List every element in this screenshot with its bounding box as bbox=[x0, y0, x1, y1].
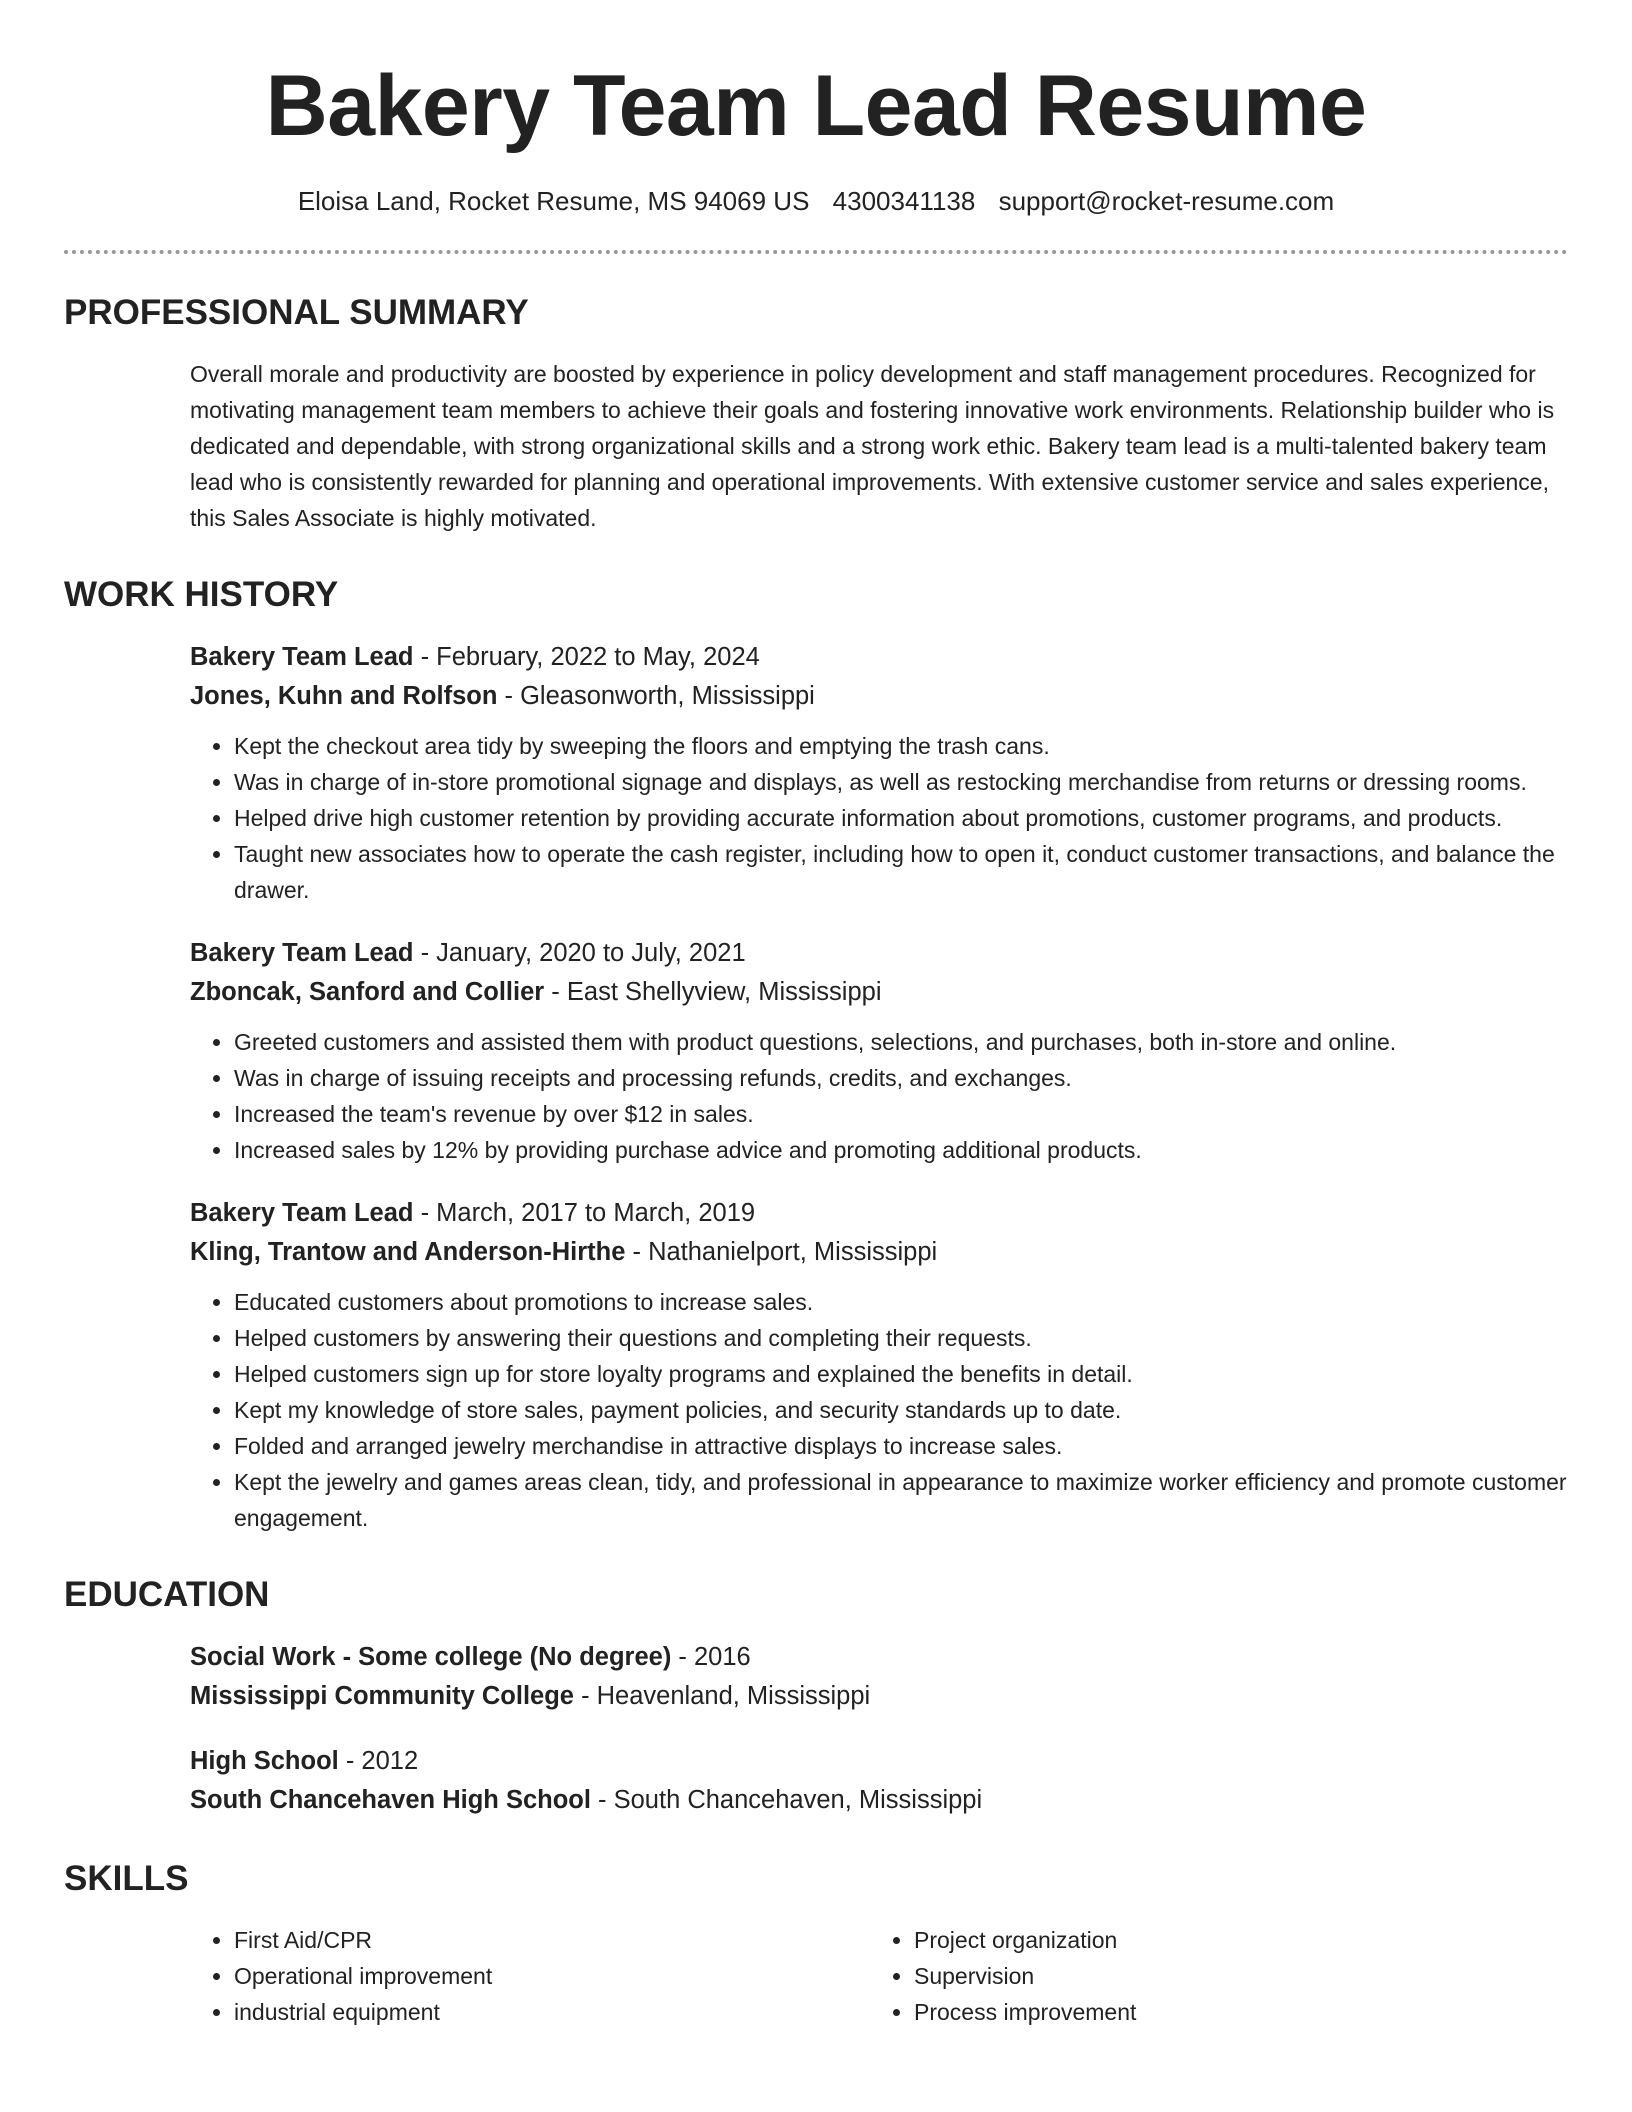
list-item: • Kept my knowledge of store sales, payment policies, and security standards up to date. bbox=[234, 1392, 1568, 1428]
list-item: • Taught new associates how to operate the cash register, including how to open it, conduct customer transactions, and balance the drawer. bbox=[234, 836, 1568, 908]
skills-section bbox=[64, 1922, 1568, 2030]
job-location: - East Shellyview, Mississippi bbox=[544, 978, 882, 1006]
job-company-line bbox=[190, 973, 1568, 1012]
job-company: Jones, Kuhn and Rolfson bbox=[190, 682, 498, 710]
edu-degree: High School bbox=[190, 1747, 339, 1775]
list-item: • Helped drive high customer retention by providing accurate information about promotions, customer programs, and products. bbox=[234, 800, 1568, 836]
section-title-summary: PROFESSIONAL SUMMARY bbox=[64, 293, 529, 332]
job-title-line bbox=[190, 1194, 1568, 1233]
job-company: Zboncak, Sanford and Collier bbox=[190, 978, 545, 1006]
section-title-skills: SKILLS bbox=[64, 1859, 189, 1898]
list-item: • Educated customers about promotions to increase sales. bbox=[234, 1284, 1568, 1320]
job-dates: - February, 2022 to May, 2024 bbox=[413, 643, 760, 671]
skills-column-left bbox=[190, 1922, 870, 2030]
job-bullets bbox=[190, 728, 1568, 908]
contact-phone: 4300341138 bbox=[832, 186, 976, 216]
job-dates: - March, 2017 to March, 2019 bbox=[413, 1199, 756, 1227]
list-item: • Greeted customers and assisted them with product questions, selections, and purchases, both in-store and online. bbox=[234, 1024, 1568, 1060]
resume-header bbox=[64, 0, 1568, 218]
list-item: • Helped customers by answering their questions and completing their requests. bbox=[234, 1320, 1568, 1356]
list-item: • Increased sales by 12% by providing purchase advice and promoting additional products. bbox=[234, 1132, 1568, 1168]
job-company-line bbox=[190, 1233, 1568, 1272]
contact-email: support@rocket-resume.com bbox=[998, 186, 1335, 216]
job-dates: - January, 2020 to July, 2021 bbox=[413, 939, 746, 967]
edu-degree-line bbox=[190, 1742, 1568, 1781]
job-location: - Gleasonworth, Mississippi bbox=[497, 682, 815, 710]
header-divider bbox=[64, 250, 1568, 254]
edu-year: - 2016 bbox=[671, 1643, 751, 1671]
list-item: • Helped customers sign up for store loyalty programs and explained the benefits in detail. bbox=[234, 1356, 1568, 1392]
skill-item: • First Aid/CPR bbox=[234, 1922, 870, 1958]
skill-item: • Operational improvement bbox=[234, 1958, 870, 1994]
job-location: - Nathanielport, Mississippi bbox=[625, 1238, 938, 1266]
edu-school-line bbox=[190, 1781, 1568, 1820]
edu-location: - South Chancehaven, Mississippi bbox=[590, 1786, 983, 1814]
job-title: Bakery Team Lead bbox=[190, 939, 414, 967]
list-item: • Was in charge of issuing receipts and processing refunds, credits, and exchanges. bbox=[234, 1060, 1568, 1096]
job-title: Bakery Team Lead bbox=[190, 643, 414, 671]
edu-degree-line bbox=[190, 1638, 1568, 1677]
skill-item: • industrial equipment bbox=[234, 1994, 870, 2030]
skills-column-right bbox=[870, 1922, 1550, 2030]
edu-school-line bbox=[190, 1677, 1568, 1716]
skill-item: • Project organization bbox=[914, 1922, 1550, 1958]
list-item: • Folded and arranged jewelry merchandise in attractive displays to increase sales. bbox=[234, 1428, 1568, 1464]
education-entry bbox=[190, 1638, 1568, 1716]
edu-location: - Heavenland, Mississippi bbox=[573, 1682, 871, 1710]
job-title: Bakery Team Lead bbox=[190, 1199, 414, 1227]
skills-list bbox=[870, 1922, 1550, 2030]
list-item: • Was in charge of in-store promotional signage and displays, as well as restocking merchandise from returns or dressing rooms. bbox=[234, 764, 1568, 800]
job-entry bbox=[190, 934, 1568, 1168]
skill-item: • Process improvement bbox=[914, 1994, 1550, 2030]
edu-year: - 2012 bbox=[338, 1747, 419, 1775]
education-section bbox=[64, 1638, 1568, 1820]
section-title-work: WORK HISTORY bbox=[64, 575, 339, 614]
summary-section bbox=[64, 356, 1568, 536]
list-item: • Kept the checkout area tidy by sweeping the floors and emptying the trash cans. bbox=[234, 728, 1568, 764]
skill-item: • Supervision bbox=[914, 1958, 1550, 1994]
list-item: • Kept the jewelry and games areas clean, tidy, and professional in appearance to maximize worker efficiency and promote customer engagement. bbox=[234, 1464, 1568, 1536]
job-title-line bbox=[190, 934, 1568, 973]
list-item: • Increased the team's revenue by over $12 in sales. bbox=[234, 1096, 1568, 1132]
job-entry bbox=[190, 1194, 1568, 1536]
page-title: Bakery Team Lead Resume bbox=[265, 58, 1367, 154]
contact-line bbox=[64, 184, 1568, 218]
edu-school: South Chancehaven High School bbox=[190, 1786, 591, 1814]
job-entry bbox=[190, 638, 1568, 908]
edu-degree: Social Work - Some college (No degree) bbox=[190, 1643, 672, 1671]
edu-school: Mississippi Community College bbox=[190, 1682, 574, 1710]
contact-address: Eloisa Land, Rocket Resume, MS 94069 US bbox=[297, 186, 810, 216]
job-company: Kling, Trantow and Anderson-Hirthe bbox=[190, 1238, 626, 1266]
education-entry bbox=[190, 1742, 1568, 1820]
job-title-line bbox=[190, 638, 1568, 677]
section-title-education: EDUCATION bbox=[64, 1575, 270, 1614]
job-bullets bbox=[190, 1024, 1568, 1168]
skills-grid bbox=[190, 1922, 1568, 2030]
summary-text: Overall morale and productivity are boosted by experience in policy development and staff management procedures. Recognized for motivating management team members to achieve their goals and fostering innovative work environments. Relationship builder who is dedicated and dependable, with strong organizational skills and a strong work ethic. Bakery team lead is a multi-talented bakery team lead who is consistently rewarded for planning and operational improvements. With extensive customer service and sales experience, this Sales Associate is highly motivated. bbox=[190, 361, 1555, 531]
work-section bbox=[64, 638, 1568, 1536]
job-company-line bbox=[190, 677, 1568, 716]
job-bullets bbox=[190, 1284, 1568, 1536]
skills-list bbox=[190, 1922, 870, 2030]
